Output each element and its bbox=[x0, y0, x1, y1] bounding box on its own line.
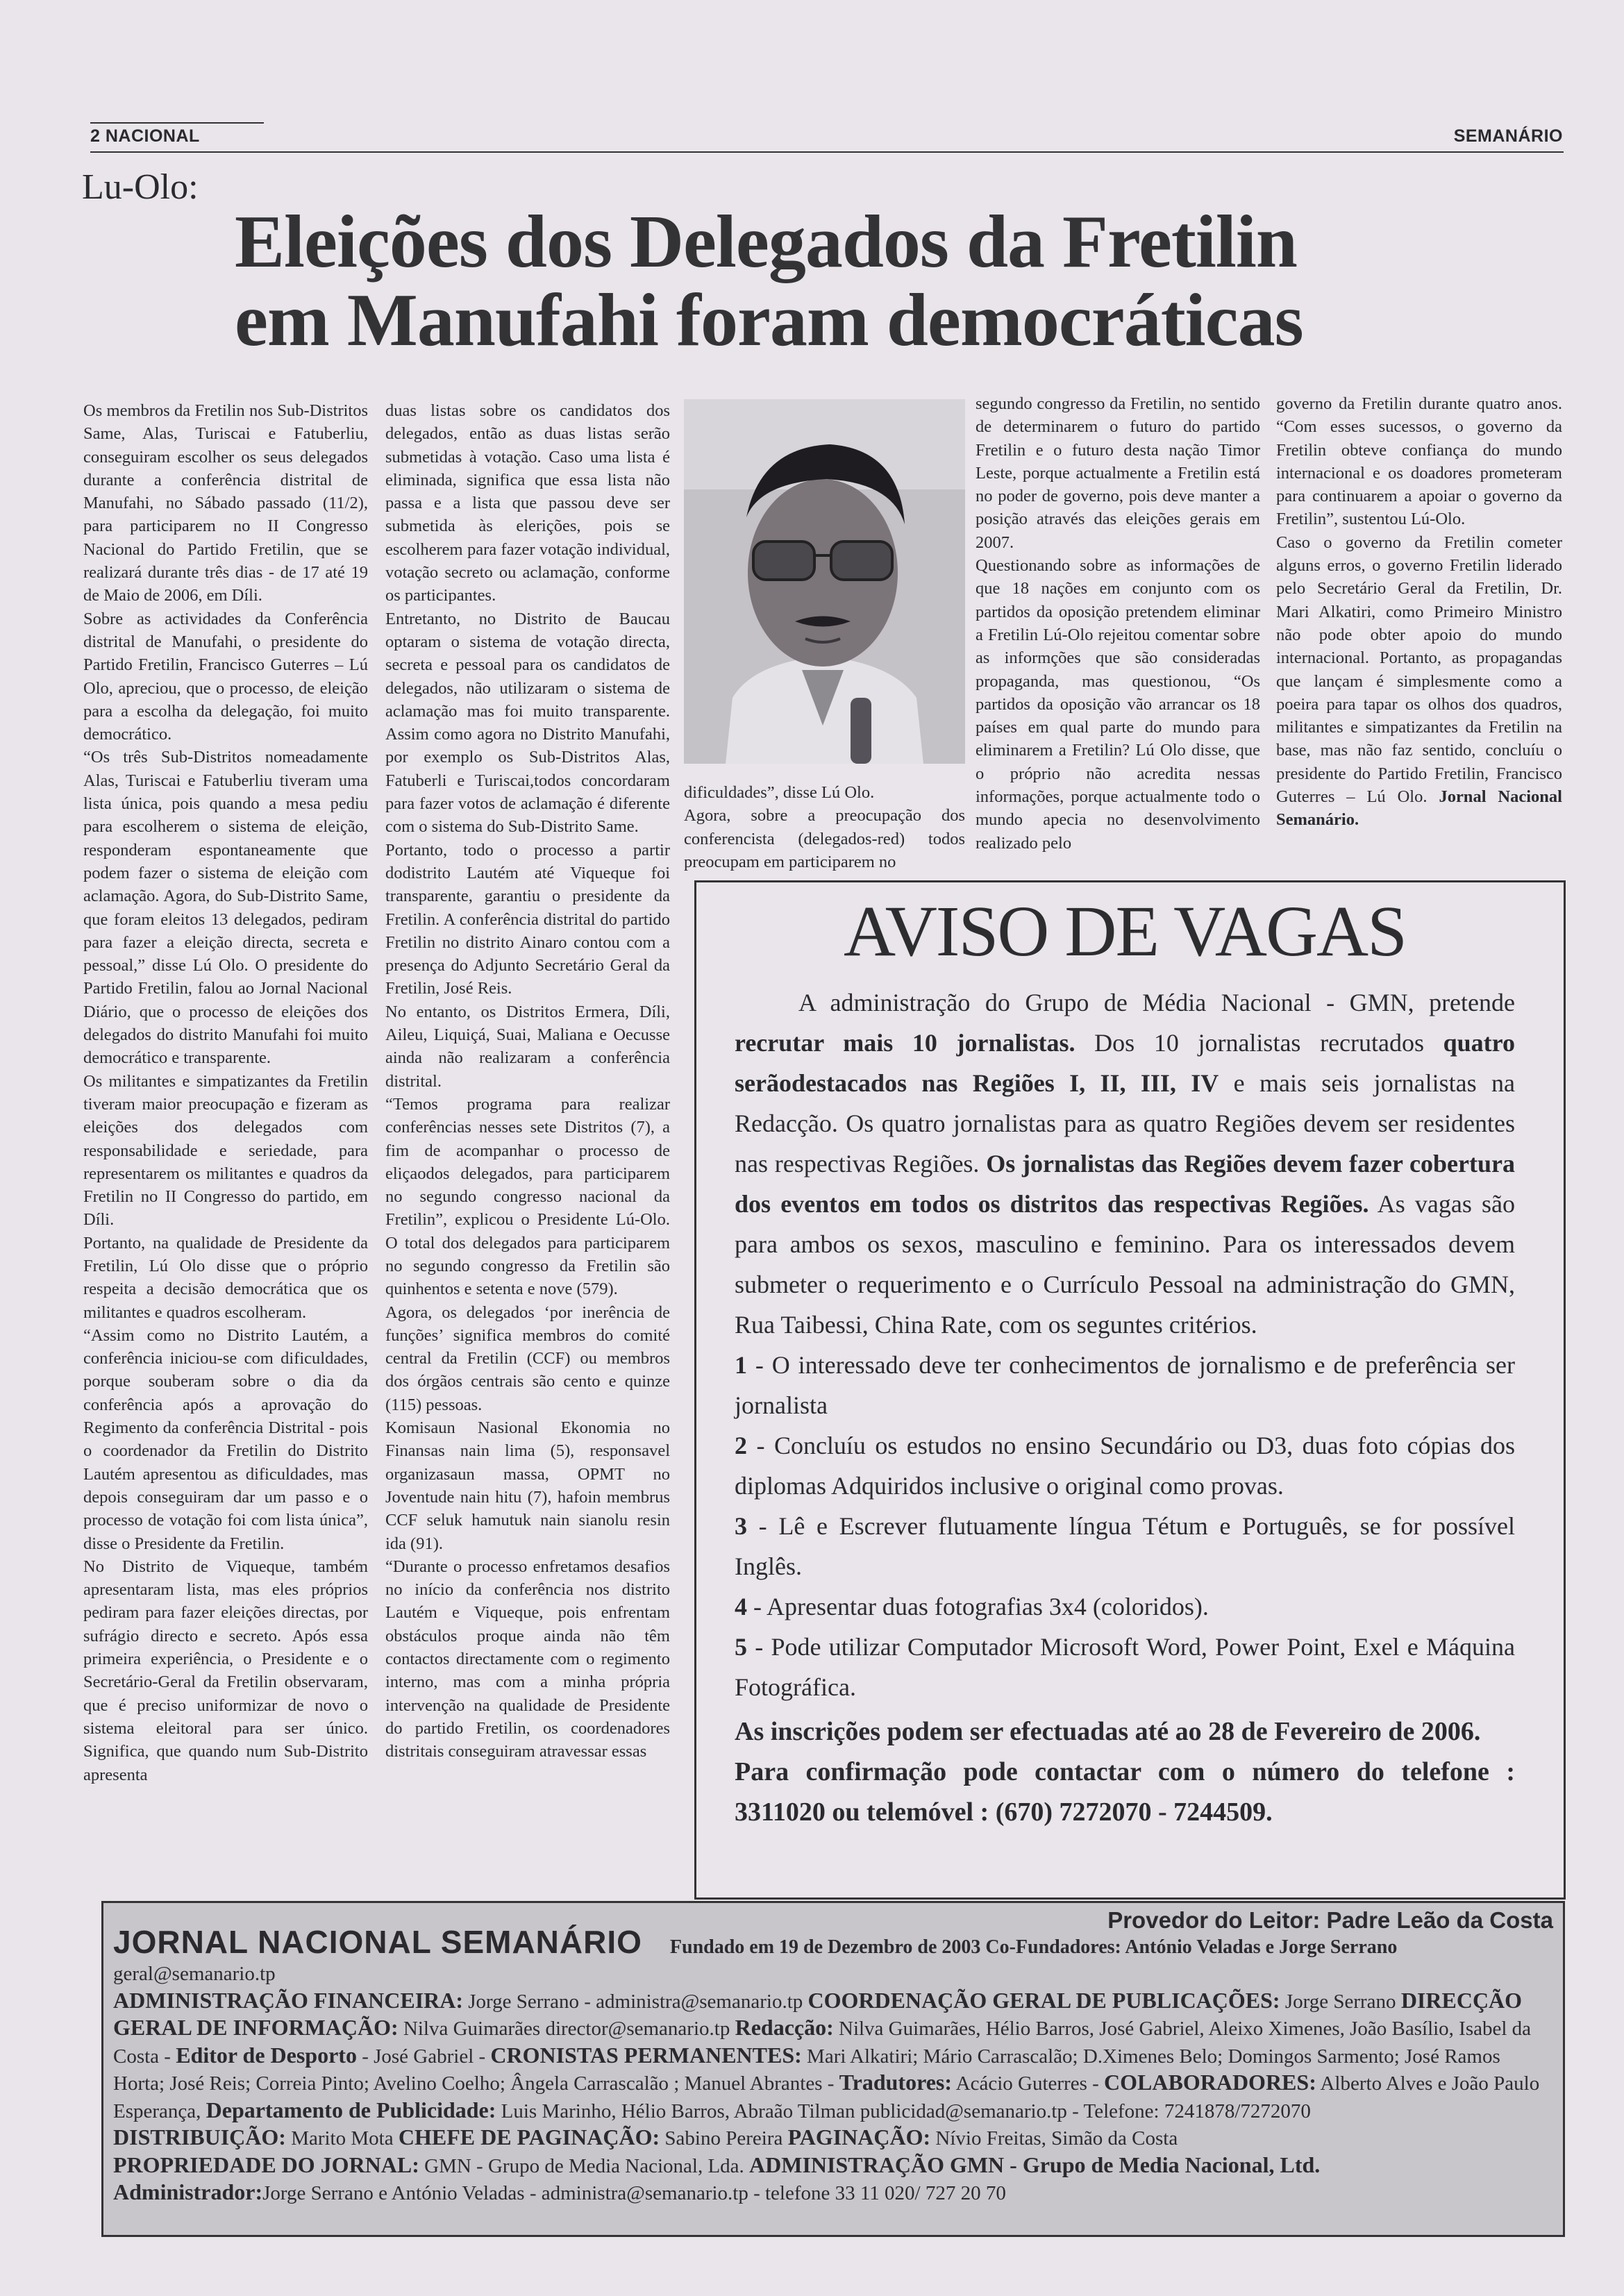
paragraph: Questionando sobre as informações de que 18 nações em conjunto com os partidos da oposição pretendem eliminar a Fretilin Lú-Olo rejeitou comentar sobre as informções que são consideradas propaganda, mas questionou, “Os partidos da oposição vão arrancar os 18 países em qual parte do mundo para eliminarem a Fretilin? Lú Olo disse, que o próprio não acredita nessas informações, porque actualmente todo o mundo apecia no desenvolvimento realizado pelo bbox=[976, 556, 1260, 853]
article-column-4 bbox=[1276, 392, 1562, 878]
value: Nívio Freitas, Simão da Costa bbox=[930, 2127, 1178, 2150]
paragraph: “Assim como no Distrito Lautém, a conferência iniciou-se com dificuldades, porque souberam sobre o dia da conferência após a aprovação do Regimento da conferência Distrital - pois o coordenador da Fretilin do Distrito Lautém apresentou as dificuldades, mas depois conseguiram dar um passo e o processo de votação foi com lista única”, disse o Presidente da Fretilin. bbox=[83, 1325, 368, 1553]
value: Acácio Guterres - bbox=[952, 2072, 1105, 2095]
label: Tradutores: bbox=[839, 2070, 953, 2095]
paragraph: “Temos programa para realizar conferências nesses sete Distritos (7), a fim de acompanhar o processo de eliçaodos delegados, para participarem no segundo congresso nacional da Fretilin”, explicou o Presidente Lú-Olo. O total dos delegados para participarem no segundo congresso da Fretilin são quinhentos e setenta e nove (579). bbox=[385, 1094, 670, 1299]
requirement-number: 2 bbox=[735, 1432, 747, 1460]
paragraph: Komisaun Nasional Ekonomia no Finansas nain lima (5), responsavel organizasaun massa, OPMT no Joventude nain hitu (7), hafoin membrus CCF seluk hamutuk nain sianolu resin ida (91). bbox=[385, 1418, 670, 1553]
requirement-text: Lê e Escrever flutuamente língua Tétum e Português, se for possível Inglês. bbox=[735, 1512, 1515, 1581]
requirement-item: 2 - Concluíu os estudos no ensino Secundário ou D3, duas foto cópias dos diplomas Adquiridos inclusive o original como provas. bbox=[735, 1432, 1515, 1500]
label: COORDENAÇÃO GERAL DE PUBLICAÇÕES: bbox=[807, 1987, 1280, 2013]
paragraph: No entanto, os Distritos Ermera, Díli, Aileu, Liquiçá, Suai, Maliana e Oecusse ainda não realizaram a conferência distrital. bbox=[385, 1002, 670, 1091]
requirement-number: 1 bbox=[735, 1351, 747, 1380]
article-column-1 bbox=[83, 399, 368, 1899]
requirement-text: Pode utilizar Computador Microsoft Word, Power Point, Exel e Máquina Fotográfica. bbox=[735, 1633, 1515, 1702]
headline-line-1: Eleições dos Delegados da Fretilin bbox=[235, 201, 1297, 283]
value: Luis Marinho, Hélio Barros, Abraão Tilman publicidad@semanario.tp - Telefone: 7241878/7272070 bbox=[496, 2100, 1311, 2122]
portrait-photo bbox=[684, 399, 965, 764]
label: COLABORADORES: bbox=[1104, 2070, 1316, 2095]
job-vacancy-notice bbox=[694, 880, 1566, 1900]
text: quatro serãodestacados nas Regiões I, II, III, IV bbox=[735, 1029, 1515, 1098]
notice-intro bbox=[735, 982, 1515, 1345]
text: e mais seis jornalistas na Redacção. Os quatro jornalistas para as quatro Regiões devem ser residentes nas respectivas Regiões. bbox=[735, 1069, 1516, 1178]
credits-text bbox=[113, 2179, 1553, 2207]
label: PAGINAÇÃO: bbox=[787, 2125, 931, 2150]
paper-name: SEMANÁRIO bbox=[1453, 126, 1563, 146]
paragraph: Agora, os delegados ‘por inerência de funções’ significa membros do comité central da Fretilin (CCF) ou membros dos órgãos centrais são cento e quinze (115) pessoas. bbox=[385, 1302, 670, 1414]
value: Sabino Pereira bbox=[660, 2127, 788, 2150]
notice-title: AVISO DE VAGAS bbox=[844, 891, 1406, 971]
section-rule bbox=[90, 122, 264, 124]
paragraph: Os militantes e simpatizantes da Fretilin tiveram maior preocupação e fizeram as eleições dos delegados com responsabilidade e seriedade, para representarem os militantes e quadros da Fretilin no II Congresso do partido, em Díli. bbox=[83, 1071, 368, 1230]
notice-body bbox=[735, 982, 1515, 1832]
notice-contact: Para confirmação pode contactar com o número do telefone : 3311020 ou telemóvel : (670) 7272070 - 7244509. bbox=[735, 1757, 1515, 1827]
requirement-item: 5 - Pode utilizar Computador Microsoft Word, Power Point, Exel e Máquina Fotográfica. bbox=[735, 1633, 1515, 1702]
label: ADMINISTRAÇÃO GMN - Grupo de Media Nacional, Ltd. bbox=[749, 2152, 1321, 2177]
label: DISTRIBUIÇÃO: bbox=[113, 2125, 286, 2150]
label: Administrador: bbox=[113, 2179, 263, 2204]
requirement-item: 1 - O interessado deve ter conhecimentos de jornalismo e de preferência ser jornalista bbox=[735, 1351, 1515, 1420]
reader-ombudsman: Provedor do Leitor: Padre Leão da Costa bbox=[1107, 1907, 1553, 1933]
label: CRONISTAS PERMANENTES: bbox=[490, 2042, 802, 2068]
text: Dos 10 jornalistas recrutados bbox=[1075, 1029, 1443, 1057]
label: ADMINISTRAÇÃO FINANCEIRA: bbox=[113, 1987, 464, 2013]
paragraph: Sobre as actividades da Conferência distrital de Manufahi, o presidente do Partido Fretilin, Francisco Guterres – Lú Olo, apreciou, que o processo, de eleição para a escolha da delegação, foi muito democrático. bbox=[83, 609, 368, 744]
text: Os jornalistas das Regiões devem fazer cobertura dos eventos em todos os distritos das respectivas Regiões. bbox=[735, 1150, 1515, 1218]
paragraph: No Distrito de Viqueque, também apresentaram lista, mas eles próprios pediram para fazer eleições directas, por sufrágio directo e secreto. Após essa primeira experiência, o Presidente e o Secretário-Geral da Fretilin observaram, que é preciso uniformizar de novo o sistema eleitoral para ser único. Significa, que quando num Sub-Distrito apresenta bbox=[83, 1557, 368, 1784]
value: GMN - Grupo de Media Nacional, Lda. bbox=[419, 2154, 750, 2177]
masthead-box bbox=[101, 1901, 1565, 2237]
founding-info: Fundado em 19 de Dezembro de 2003 Co-Fundadores: António Veladas e Jorge Serrano bbox=[669, 1936, 1398, 1958]
value: Nilva Guimarães, Hélio Barros, José Gabriel, Aleixo Ximenes, João Basílio, Isabel da Costa - bbox=[113, 2018, 1532, 2068]
article-column-2 bbox=[385, 399, 670, 1899]
value: - José Gabriel - bbox=[356, 2045, 491, 2068]
paragraph: Portanto, todo o processo a partir dodistrito Lautém até Viqueque foi transparente, garantiu o presidente da Fretilin. A conferência distrital do partido Fretilin no distrito Ainaro contou com a presença do Adjunto Secretário Geral da Fretilin, José Reis. bbox=[385, 840, 670, 998]
value: Alberto Alves e João Paulo Esperança, bbox=[113, 2072, 1540, 2122]
paragraph: governo da Fretilin durante quatro anos. “Com esses sucessos, o governo da Fretilin obteve confiança do mundo internacional e os doadores prometeram para continuarem a apoiar o governo da Fretilin”, sustentou Lú-Olo. bbox=[1276, 394, 1562, 529]
credits-text bbox=[113, 1988, 1553, 2125]
text: A administração do Grupo de Média Nacional - GMN, pretende bbox=[798, 989, 1515, 1017]
paragraph: “Os três Sub-Distritos nomeadamente Alas, Turiscai e Fatuberliu tiveram uma lista única, pois quando a mesa pediu para escolherem o sistema de eleição, responderam espontaneamente que podem fazer o sistema de eleição com aclamação. Agora, do Sub-Distrito Same, que foram eleitos 13 delegados, pediram para fazer a eleição directa, secreta e pessoal,” disse Lú Olo. O presidente do Partido Fretilin, falou ao Jornal Nacional Diário, que o processo de eleições dos delegados do distrito Manufahi foi muito democrático e transparente. bbox=[83, 748, 368, 1068]
label: Departamento de Publicidade: bbox=[206, 2097, 496, 2122]
article-column-3 bbox=[976, 392, 1260, 878]
paragraph: “Durante o processo enfretamos desafios no início da conferência nos distrito Lautém e Viqueque, pois enfrentam obstáculos proque ainda não têm contactos directamente com o regimento interno, mas com a minha própria intervenção na qualidade de Presidente do partido Fretilin, os coordenadores distritais conseguiram atravessar essas bbox=[385, 1557, 670, 1761]
value: Jorge Serrano bbox=[1280, 1990, 1401, 2013]
paragraph: segundo congresso da Fretilin, no sentido de determinarem o futuro do partido Fretilin e o futuro desta nação Timor Leste, porque actualmente a Fretilin está no poder de governo, pois deve manter a posição através das eleições gerais em 2007. bbox=[976, 394, 1260, 552]
requirement-text: O interessado deve ter conhecimentos de jornalismo e de preferência ser jornalista bbox=[735, 1351, 1515, 1420]
paragraph-text: Caso o governo da Fretilin cometer alguns erros, o governo Fretilin liderado pelo Secretário Geral da Fretilin, Dr. Mari Alkatiri, como Primeiro Ministro não pode obter apoio do mundo internacional. Portanto, as propagandas que lançam é simplesmente como a poeira para tapar os olhos dos quadros, militantes e simpatizantes da Fretilin na base, mas não faz sentido, concluíu o presidente do Partido Fretilin, Francisco Guterres – Lú Olo. bbox=[1276, 533, 1562, 807]
newspaper-name: JORNAL NACIONAL SEMANÁRIO bbox=[113, 1923, 642, 1960]
paragraph: duas listas sobre os candidatos dos delegados, então as duas listas serão submetidas à votação. Caso uma lista é eliminada, significa que essa lista não passa e a lista que passou deve ser submetida às elerições, pois se escolherem para fazer votação individual, votação secreto ou aclamação, conforme os participantes. bbox=[385, 401, 670, 605]
header-rule bbox=[90, 151, 1564, 153]
requirement-item: 4 - Apresentar duas fotografias 3x4 (coloridos). bbox=[735, 1593, 1209, 1621]
requirement-number: 3 bbox=[735, 1512, 747, 1541]
staff-credits bbox=[113, 1961, 1553, 2207]
label: Editor de Desporto bbox=[176, 2042, 357, 2068]
value: Jorge Serrano - administra@semanario.tp bbox=[463, 1990, 808, 2013]
text: As vagas são para ambos os sexos, masculino e feminino. Para os interessados devem submeter o requerimento e o Currículo Pessoal na administração do GMN, Rua Taibessi, China Rate, com os seguntes critérios. bbox=[735, 1190, 1515, 1339]
label: DIRECÇÃO GERAL DE INFORMAÇÃO: bbox=[113, 1987, 1523, 2040]
article-column-3-lower bbox=[684, 781, 965, 875]
paragraph: dificuldades”, disse Lú Olo. bbox=[684, 783, 875, 802]
credits-text bbox=[113, 2125, 1553, 2152]
value: Marito Mota bbox=[285, 2127, 399, 2150]
paragraph bbox=[1276, 531, 1562, 832]
masthead-title-row bbox=[113, 1923, 1553, 1961]
paragraph: Agora, sobre a preocupação dos conferencista (delegados-red) todos preocupam em participarem no bbox=[684, 806, 965, 871]
article-kicker: Lu-Olo: bbox=[82, 167, 199, 207]
requirement-number: 5 bbox=[735, 1633, 747, 1661]
value: Mari Alkatiri; Mário Carrascalão; D.Ximenes Belo; Domingos Sarmento; José Ramos Horta; José Reis; Correia Pinto; Avelino Coelho; Ângela Carrascalão ; Manuel Abrantes - bbox=[113, 2045, 1500, 2095]
requirement-text: Concluíu os estudos no ensino Secundário ou D3, duas foto cópias dos diplomas Adquiridos inclusive o original como provas. bbox=[735, 1432, 1515, 1500]
requirement-text: Apresentar duas fotografias 3x4 (coloridos). bbox=[767, 1593, 1209, 1621]
requirement-number: 4 bbox=[735, 1593, 747, 1621]
label: PROPRIEDADE DO JORNAL: bbox=[113, 2152, 419, 2177]
requirement-item: 3 - Lê e Escrever flutuamente língua Tétum e Português, se for possível Inglês. bbox=[735, 1512, 1515, 1581]
value: Jorge Serrano e António Veladas - administra@semanario.tp - telefone 33 11 020/ 727 20 70 bbox=[262, 2182, 1006, 2204]
text: recrutar mais 10 jornalistas. bbox=[735, 1029, 1075, 1057]
paragraph: Portanto, na qualidade de Presidente da Fretilin, Lú Olo disse que o próprio respeita a decisão democrática que os militantes e quadros escolheram. bbox=[83, 1233, 368, 1322]
paragraph: Os membros da Fretilin nos Sub-Distritos Same, Alas, Turiscai e Fatuberliu, conseguiram escolher os seus delegados durante a conferência distrital de Manufahi, no Sábado passado (11/2), para participarem no II Congresso Nacional do Partido Fretilin, que se realizará durante três dias - de 17 até 19 de Maio de 2006, em Díli. bbox=[83, 401, 368, 605]
byline: Jornal Nacional Semanário. bbox=[1276, 787, 1562, 830]
headline-line-2: em Manufahi foram democráticas bbox=[235, 279, 1303, 362]
label: CHEFE DE PAGINAÇÃO: bbox=[398, 2125, 660, 2150]
paragraph: Entretanto, no Distrito de Baucau optaram o sistema de votação directa, secreta e pessoal para os candidatos de delegados, não utilizaram o sistema de aclamação mas foi muito transparente. Assim como agora no Distrito Manufahi, por exemplo os Sub-Distritos Alas, Fatuberli e Turiscai,todos concordaram para fazer votos de aclamação é diferente com o sistema do Sub-Distrito Same. bbox=[385, 609, 670, 837]
section-label: 2 NACIONAL bbox=[90, 126, 200, 146]
value: Nilva Guimarães director@semanario.tp bbox=[398, 2018, 735, 2040]
article-headline bbox=[235, 203, 1484, 360]
credits-text bbox=[113, 2152, 1553, 2180]
contact-email: geral@semanario.tp bbox=[113, 1963, 276, 1985]
notice-deadline: As inscrições podem ser efectuadas até ao 28 de Fevereiro de 2006. bbox=[735, 1717, 1481, 1747]
label: Redacção: bbox=[735, 2015, 834, 2040]
